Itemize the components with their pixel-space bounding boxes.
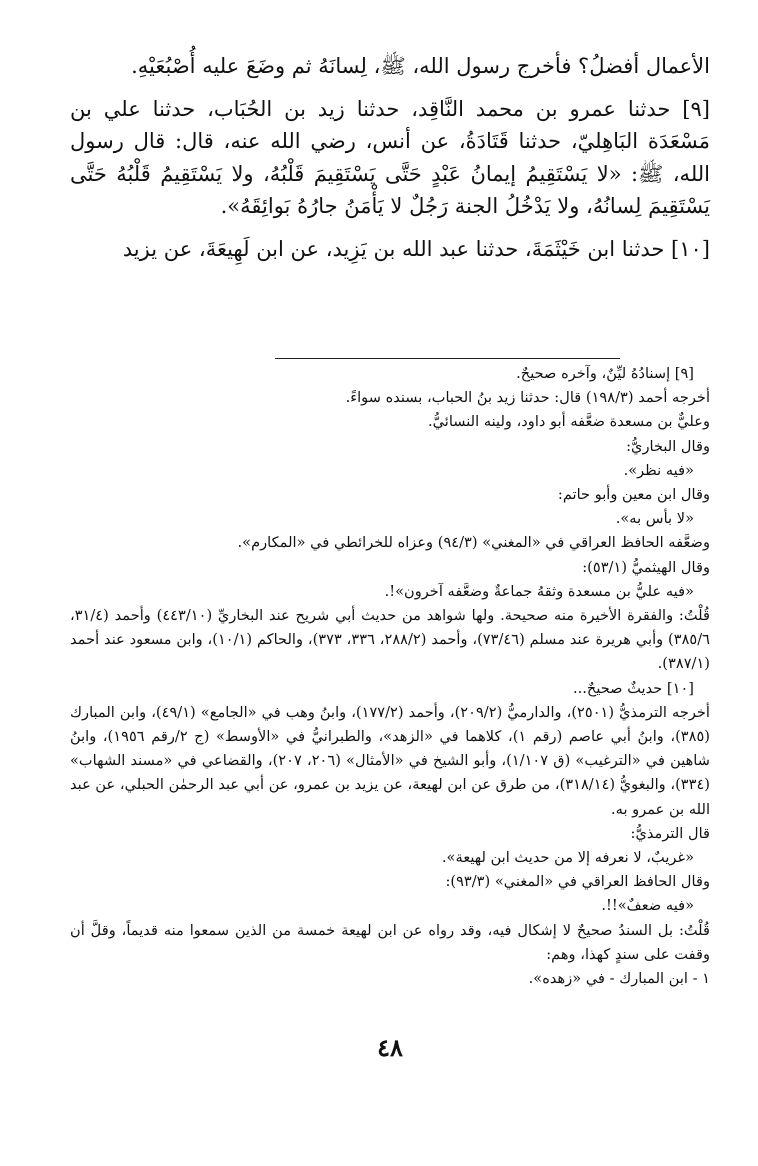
footnote-line: «غريبٌ، لا نعرفه إلا من حديث ابن لهيعة». [441,849,694,867]
main-paragraph: [٩] حدثنا عمرو بن محمد النَّاقِد، حدثنا زيد بن الحُبَاب، حدثنا علي بن مَسْعَدَة البَاهِليّ، حدثنا قَتَادَةُ، عن أنس، رضي الله عنه، قال: قال رسول الله، ﷺ: «لا يَسْتَقِيمُ إيمانُ عَبْدٍ حَتَّى يَسْتَقِيمَ قَلْبُهُ، ولا يَسْتَقِيمُ قَلْبُهُ حَتَّى يَسْتَقِيمَ لِسانُهُ، ولا يَدْخُلُ الجنة رَجُلٌ لا يَأْمَنُ جارُهُ بَوائِقَهُ». [70,96,710,218]
footnote-line: [١٠] حديثٌ صحيحٌ... [573,679,694,697]
footnote-line: وقال ابن معين وأبو حاتم: [557,486,710,504]
footnote-line: «فيه عليُّ بن مسعدة وثقهُ جماعةٌ وضعَّفه آخرون»!. [384,582,694,600]
main-text [70,50,710,265]
book-page [70,50,710,1110]
main-paragraph: الأعمال أفضلُ؟ فأخرج رسول الله، ﷺ، لِسانَهُ ثم وضَعَ عليه أُصْبُعَيْهِ. [131,54,710,78]
footnote-separator [275,358,620,359]
footnote-line: «لا بأس به». [615,510,694,528]
footnote-line: وضعَّفه الحافظ العراقي في «المغني» (٩٤/٣) وعزاه للخرائطي في «المكارم». [237,534,710,552]
footnote-line: «فيه ضعفٌ»!!. [601,897,694,915]
footnote-line: وقال الهيثميُّ (٥٣/١): [582,558,710,576]
footnote-line: وعليٌّ بن مسعدة ضعَّفه أبو داود، ولينه النسائيُّ. [427,413,710,431]
main-paragraph: [١٠] حدثنا ابن خَيْثَمَةَ، حدثنا عبد الله بن يَزِيد، عن ابن لَهِيعَةَ، عن يزيد [122,236,710,261]
footnote-line: وقال الحافظ العراقي في «المغني» (٩٣/٣): [445,873,710,891]
footnote-line: قُلْتُ: بل السندُ صحيحٌ لا إشكال فيه، وقد رواه عن ابن لهيعة خمسة من الذين سمعوا منه قديماً، وقلَّ أن وقفت على سندٍ كهذا، وهم: [70,921,710,963]
footnote-line: أخرجه الترمذيُّ (٢٥٠١)، والدارميُّ (٢٠٩/٢)، وأحمد (١٧٧/٢)، وابنُ وهب في «الجامع» (٤٩/١)، وابن المبارك (٣٨٥)، وابنُ أبي عاصم (رقم ١)، كلاهما في «الزهد»، والطبرانيُّ في «الأوسط» (ج ٢/رقم ١٩٥٦)، وابنُ شاهين في «الترغيب» (ق ١/١٠٧)، وأبو الشيخ في «الأمثال» (٢٠٦، ٢٠٧)، والقضاعي في «مسند الشهاب» (٣٣٤)، والبغويُّ (٣١٨/١٤)، من طرق عن ابن لهيعة، عن يزيد بن عمرو، عن أبي عبد الرحمٰن الحبلي، عن عبد الله بن عمرو به. [70,703,710,818]
footnote-line: أخرجه أحمد (١٩٨/٣) قال: حدثنا زيد بنُ الحباب، بسنده سواءً. [345,389,710,407]
page-number: ٤٨ [377,1033,403,1062]
footnote-line: [٩] إسنادُهُ ليِّنٌ، وآخره صحيحٌ. [516,365,694,382]
footnote-line: قُلْتُ: والفقرة الأخيرة منه صحيحة. ولها شواهد من حديث أبي شريح عند البخاريِّ (٤٤٣/١٠) وأحمد (٣١/٤، ٣٨٥/٦) وأبي هريرة عند مسلم (٧٣/٤٦)، وأحمد (٢٨٨/٢، ٣٣٦، ٣٧٣)، والحاكم (١٠/١)، وابن مسعود عند أحمد (٣٨٧/١). [70,607,711,673]
footnote-line: قال الترمذيُّ: [630,824,710,842]
footnotes [70,362,710,991]
footnote-line: «فيه نظر». [623,461,694,479]
footnote-line: وقال البخاريُّ: [626,437,710,455]
footnote-line: ١ - ابن المبارك - في «زهده». [528,970,710,988]
